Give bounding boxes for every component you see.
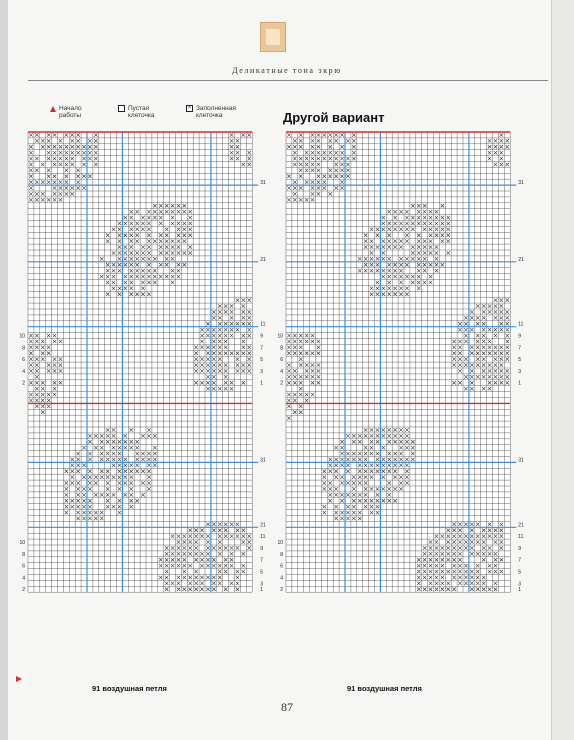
brand-logo-icon xyxy=(260,22,286,52)
row-number-right: 31 xyxy=(260,180,266,187)
row-number-left: 8 xyxy=(22,551,25,558)
row-number-left: 10 xyxy=(19,333,25,340)
row-number-right: 9 xyxy=(260,545,263,552)
page-binding-edge xyxy=(0,0,8,740)
row-number-right: 9 xyxy=(260,333,263,340)
row-number-left: 6 xyxy=(22,357,25,364)
row-number-left: 4 xyxy=(280,575,283,582)
row-number-left: 2 xyxy=(22,380,25,387)
row-number-left: 10 xyxy=(19,540,25,546)
row-number-right: 3 xyxy=(260,368,263,375)
alternative-variant-title: Другой вариант xyxy=(283,110,385,125)
row-number-right: 7 xyxy=(518,557,521,564)
row-number-left: 10 xyxy=(277,333,283,340)
row-number-left: 2 xyxy=(22,587,25,594)
row-number-right: 1 xyxy=(260,380,263,387)
row-number-right: 11 xyxy=(518,534,524,541)
row-number-right: 7 xyxy=(518,345,521,352)
legend-start xyxy=(50,105,93,119)
row-number-right: 3 xyxy=(518,581,521,588)
start-triangle-icon xyxy=(50,106,56,112)
row-number-left: 4 xyxy=(22,575,25,582)
legend-empty-label: Пустая клеточка xyxy=(128,105,155,119)
row-number-right: 5 xyxy=(260,357,263,364)
row-number-right: 11 xyxy=(518,321,524,328)
row-number-left: 6 xyxy=(22,563,25,570)
row-number-left: 4 xyxy=(22,368,25,375)
row-number-left: 8 xyxy=(280,551,283,558)
row-number-right: 5 xyxy=(518,569,521,576)
row-number-right: 5 xyxy=(260,569,263,576)
legend-filled xyxy=(186,105,242,119)
left-chart-caption: 91 воздушная петля xyxy=(92,684,167,693)
row-number-right: 21 xyxy=(518,256,524,263)
page-header-title: Деликатные тона экрю xyxy=(232,66,342,75)
row-number-right: 11 xyxy=(260,534,266,541)
legend-filled-label: Заполненная клеточка xyxy=(196,105,236,119)
left-filet-chart xyxy=(14,128,276,684)
row-number-right: 1 xyxy=(518,587,521,594)
right-filet-chart xyxy=(272,128,534,684)
row-number-left: 6 xyxy=(280,563,283,570)
row-number-left: 2 xyxy=(280,380,283,387)
row-number-right: 1 xyxy=(260,587,263,594)
row-number-right: 31 xyxy=(260,457,266,464)
row-number-right: 1 xyxy=(518,380,521,387)
row-number-right: 3 xyxy=(518,368,521,375)
row-number-right: 11 xyxy=(260,321,266,328)
row-number-right: 21 xyxy=(518,522,524,529)
right-chart-caption: 91 воздушная петля xyxy=(347,684,422,693)
start-arrow-icon xyxy=(16,676,22,682)
row-number-left: 4 xyxy=(280,368,283,375)
empty-cell-icon xyxy=(118,105,125,112)
row-number-right: 31 xyxy=(518,457,524,464)
row-number-right: 7 xyxy=(260,557,263,564)
legend-start-label: Начало работы xyxy=(59,105,82,119)
page-right-edge xyxy=(551,0,574,740)
header-divider xyxy=(28,80,548,81)
row-number-right: 21 xyxy=(260,522,266,529)
row-number-right: 3 xyxy=(260,581,263,588)
row-number-right: 31 xyxy=(518,180,524,187)
row-number-left: 8 xyxy=(22,345,25,352)
legend-empty xyxy=(118,105,164,119)
row-number-left: 6 xyxy=(280,357,283,364)
row-number-right: 5 xyxy=(518,357,521,364)
page-number: 87 xyxy=(281,700,293,714)
row-number-right: 9 xyxy=(518,545,521,552)
row-number-left: 10 xyxy=(277,540,283,546)
row-number-right: 7 xyxy=(260,345,263,352)
row-number-right: 9 xyxy=(518,333,521,340)
row-number-left: 8 xyxy=(280,345,283,352)
row-number-right: 21 xyxy=(260,256,266,263)
row-number-left: 2 xyxy=(280,587,283,594)
filled-cell-icon: × xyxy=(187,105,192,111)
